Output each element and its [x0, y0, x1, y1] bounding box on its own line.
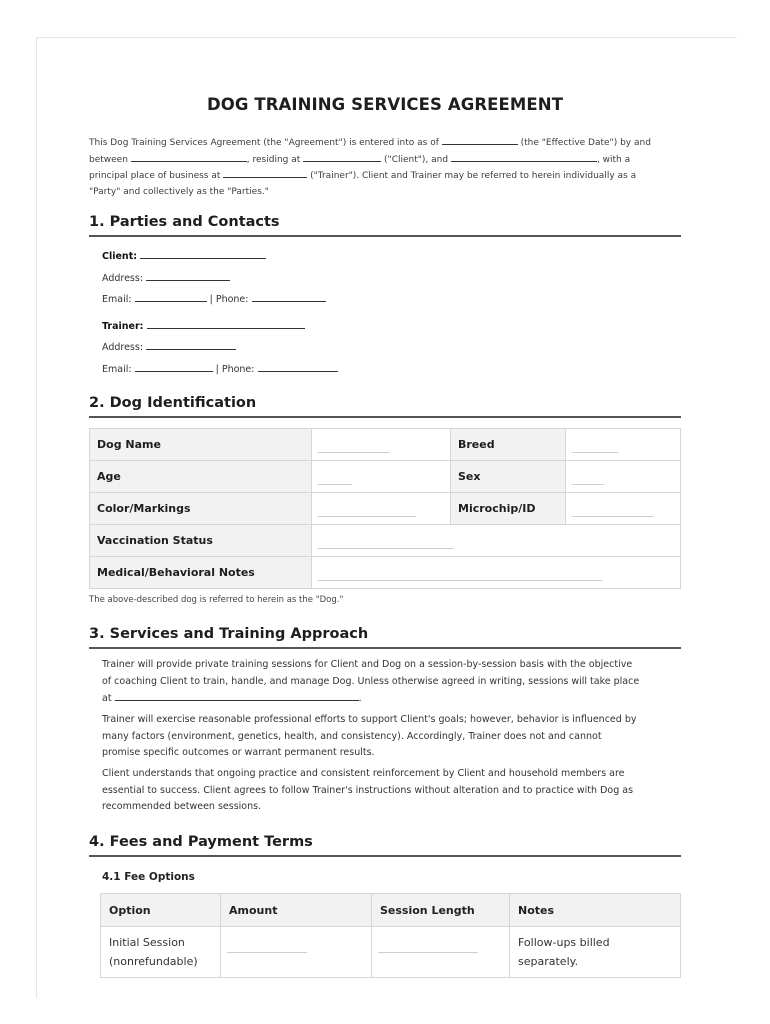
intro-paragraph: This Dog Training Services Agreement (the "Agreement") is entered into as of (the "Effective Date") by and between , residing at ("Client"), and , with a principal place of business at ("Trainer"). Client and Trainer may be referred to herein individually as a "Party" and collectively as the "Parties." — [89, 135, 689, 200]
amount-cell[interactable] — [221, 927, 372, 978]
table-row — [90, 493, 681, 525]
services-paragraph-3: Client understands that ongoing practice and consistent reinforcement by Client and household members are essential to success. Client agrees to follow Trainer's instructions without alteration and to practice with Dog as recommended between sessions. — [102, 768, 634, 812]
client-email-field[interactable] — [135, 291, 207, 302]
col-amount: Amount — [221, 894, 372, 927]
vaccination-status-label: Vaccination Status — [90, 525, 312, 557]
microchip-label: Microchip/ID — [451, 493, 566, 525]
microchip-value[interactable] — [566, 493, 681, 525]
notes-cell: Follow-ups billed separately. — [510, 927, 681, 978]
col-notes: Notes — [510, 894, 681, 927]
section-heading-parties: 1. Parties and Contacts — [89, 214, 681, 237]
session-location-field[interactable] — [115, 690, 359, 701]
dog-name-value[interactable] — [312, 429, 451, 461]
sex-label: Sex — [451, 461, 566, 493]
col-option: Option — [101, 894, 221, 927]
section-heading-dog-identification: 2. Dog Identification — [89, 395, 681, 418]
client-field[interactable] — [140, 248, 266, 259]
medical-notes-value[interactable] — [312, 557, 681, 589]
section-heading-services: 3. Services and Training Approach — [89, 626, 681, 649]
services-paragraph-2: Trainer will exercise reasonable professional efforts to support Client's goals; however, behavior is influenced by many factors (environment, genetics, health, and consistency). Accordingly, Trainer does not and cannot promise specific outcomes or warrant permanent results. — [102, 714, 637, 758]
medical-notes-label: Medical/Behavioral Notes — [90, 557, 312, 589]
breed-value[interactable] — [566, 429, 681, 461]
effective-date-field[interactable] — [442, 135, 518, 145]
dog-identification-table — [89, 428, 681, 589]
table-row — [90, 429, 681, 461]
trainer-name-field[interactable] — [451, 152, 597, 162]
table-row — [90, 557, 681, 589]
table-row — [90, 525, 681, 557]
trainer-email-field[interactable] — [135, 361, 213, 372]
services-paragraph-1: Trainer will provide private training sessions for Client and Dog on a session-by-session basis with the objective of coaching Client to train, handle, and manage Dog. Unless otherwise agreed in writing, sessions will take place at . — [102, 659, 640, 704]
trainer-row: Trainer: — [102, 318, 305, 332]
trainer-address-row: Address: — [102, 339, 236, 353]
trainer-phone-field[interactable] — [258, 361, 338, 372]
fee-options-table — [100, 893, 681, 978]
client-name-field[interactable] — [131, 152, 247, 162]
section-heading-fees: 4. Fees and Payment Terms — [89, 834, 681, 857]
document-title: DOG TRAINING SERVICES AGREEMENT — [206, 95, 564, 114]
table-row — [101, 927, 681, 978]
sex-value[interactable] — [566, 461, 681, 493]
client-address-row: Address: — [102, 270, 230, 284]
trainer-contact-row: Email: | Phone: — [102, 361, 338, 375]
client-residence-field[interactable] — [303, 152, 381, 162]
table-header-row — [101, 894, 681, 927]
client-row: Client: — [102, 248, 266, 262]
fee-options-subheading: 4.1 Fee Options — [102, 871, 195, 883]
trainer-business-field[interactable] — [223, 168, 307, 178]
color-markings-label: Color/Markings — [90, 493, 312, 525]
vaccination-status-value[interactable] — [312, 525, 681, 557]
color-markings-value[interactable] — [312, 493, 451, 525]
age-label: Age — [90, 461, 312, 493]
col-session-length: Session Length — [372, 894, 510, 927]
trainer-field[interactable] — [147, 318, 305, 329]
dog-note: The above-described dog is referred to herein as the "Dog." — [89, 595, 344, 605]
client-phone-field[interactable] — [252, 291, 326, 302]
option-cell: Initial Session (nonrefundable) — [101, 927, 221, 978]
breed-label: Breed — [451, 429, 566, 461]
client-address-field[interactable] — [146, 270, 230, 281]
session-length-cell[interactable] — [372, 927, 510, 978]
age-value[interactable] — [312, 461, 451, 493]
dog-name-label: Dog Name — [90, 429, 312, 461]
table-row — [90, 461, 681, 493]
trainer-address-field[interactable] — [146, 339, 236, 350]
client-contact-row: Email: | Phone: — [102, 291, 326, 305]
